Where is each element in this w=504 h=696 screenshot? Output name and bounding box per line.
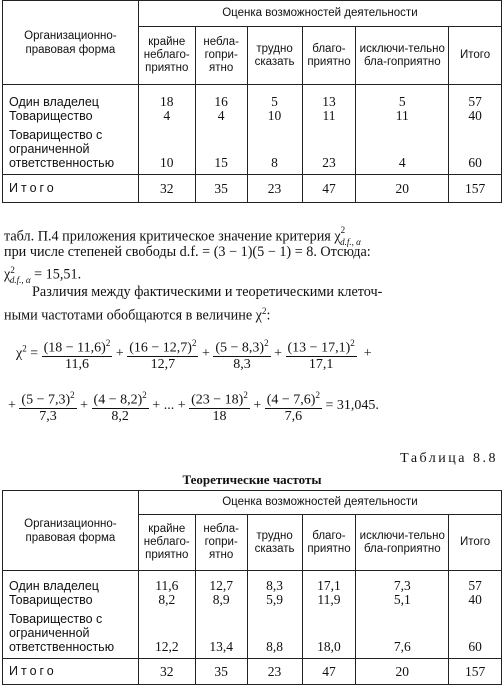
table-cell: 11,9 (317, 592, 341, 607)
table-cell: 40 (468, 108, 482, 123)
col-header: крайне неблаго-приятно (138, 27, 195, 85)
table-cell: 4 (217, 108, 225, 123)
fraction: $\frac{(4 - 7,6)^2}{7,6}$ (266, 390, 320, 424)
table-cell: 32 (138, 175, 195, 203)
table-cell: 157 (449, 659, 502, 685)
total-row (3, 175, 502, 203)
formula-line-2: + $\frac{(5 - 7,3)^2}{7,3}$ + $\frac{(4 - 8,2)^2}{8,2}$ + ... + $\frac{(23 - 18)^2}{18}$ + $\frac{(4 - 7,6)^2}{7,6}$ = 31,045. (8, 390, 379, 424)
table-cell: 8,3 (266, 578, 283, 593)
table-title: Теоретические частоты (182, 472, 322, 487)
row-label: Товарищество с ограниченной ответственностью (9, 128, 115, 170)
table-cell: 11 (395, 108, 409, 123)
col-header: исключи-тельно бла-гоприятно (356, 515, 449, 571)
table-cell: 16 (214, 94, 228, 109)
table-cell: 15 (214, 155, 228, 170)
formula-line-1: $\chi^2$ = $\frac{(18 - 11,6)^2}{11,6}$ + $\frac{(16 - 12,7)^2}{12,7}$ + $\frac{(5 - 8,3)^2}{8,3}$ + $\frac{(13 - 17,1)^2}{17,1}$ + (16, 338, 372, 372)
corner-header: Организационно-правовая форма (3, 1, 139, 85)
text-line: $\chi^2_{d.f., \alpha} = 15,51$. (4, 265, 82, 285)
table-cell: 23 (322, 155, 336, 170)
table-cell: 17,1 (317, 578, 341, 593)
row-label: Товарищество (9, 593, 93, 607)
table-cell: 60 (468, 155, 482, 170)
table-cell: 8 (271, 155, 278, 170)
fraction: $\frac{(4 - 8,2)^2}{8,2}$ (93, 390, 147, 424)
fraction: $\frac{(16 - 12,7)^2}{12,7}$ (129, 338, 197, 372)
table-cell: 23 (247, 659, 302, 685)
fraction: $\frac{(5 - 7,3)^2}{7,3}$ (21, 390, 75, 424)
row-label: Товарищество (9, 109, 93, 123)
table-body (3, 571, 502, 659)
fraction: $\frac{(23 - 18)^2}{18}$ (191, 390, 248, 424)
total-label: Итого (3, 175, 139, 203)
table-cell: 13,4 (209, 639, 233, 654)
table-1 (2, 0, 502, 203)
col-header: крайне неблаго-приятно (138, 515, 195, 571)
col-header: Итого (449, 515, 502, 571)
table-cell: 10 (160, 155, 174, 170)
col-header: трудно сказать (247, 515, 302, 571)
col-header: небла-гопри-ятно (195, 515, 247, 571)
table-cell: 7,6 (393, 639, 411, 654)
table-cell: 35 (195, 175, 247, 203)
col-header: благо-приятно (302, 27, 356, 85)
table-cell: 157 (449, 175, 502, 203)
table-cell: 5,9 (266, 592, 283, 607)
fraction: $\frac{(13 - 17,1)^2}{17,1}$ (287, 338, 355, 372)
total-label: Итого (3, 659, 139, 685)
table-cell: 57 (468, 94, 482, 109)
table-cell: 10 (267, 108, 282, 123)
table-cell: 12,2 (154, 639, 179, 654)
group-header: Оценка возможностей деятельности (138, 1, 501, 27)
table-cell: 11 (322, 108, 336, 123)
total-row (3, 659, 502, 685)
col-header: Итого (449, 27, 502, 85)
fraction: $\frac{(5 - 8,3)^2}{8,3}$ (215, 338, 269, 372)
fraction: $\frac{(18 - 11,6)^2}{11,6}$ (43, 338, 111, 372)
table-cell: 8,8 (266, 639, 283, 654)
table-cell: 20 (356, 175, 449, 203)
col-header: исключи-тельно бла-гоприятно (356, 27, 449, 85)
paragraph-line: Различия между фактическими и теоретическими клеточ- (32, 284, 383, 300)
table-cell: 7,3 (393, 578, 411, 593)
table-body (3, 85, 502, 175)
table-cell: 4 (398, 155, 406, 170)
table-cell: 57 (468, 578, 482, 593)
text-line: при числе степеней свободы d.f. = (3 − 1)(5 − 1) = 8. Отсюда: (4, 244, 371, 260)
table-cell: 23 (247, 175, 302, 203)
group-header: Оценка возможностей деятельности (138, 491, 501, 515)
table-caption: Таблица 8.8 (400, 451, 498, 466)
col-header: небла-гопри-ятно (195, 27, 247, 85)
text-line: табл. П.4 приложения критическое значение критерия $\chi^2_{d.f., \alpha}$ (4, 225, 361, 247)
table-cell: 12,7 (209, 578, 233, 593)
table-cell: 18 (160, 94, 174, 109)
table-cell: 35 (195, 659, 247, 685)
table-cell: 8,2 (158, 592, 176, 607)
table-cell: 47 (302, 659, 356, 685)
table-2 (2, 490, 502, 685)
corner-header: Организационно-правовая форма (3, 491, 139, 571)
table-cell: 5,1 (393, 592, 411, 607)
table-cell: 13 (322, 94, 336, 109)
table-cell: 4 (163, 108, 171, 123)
table-cell: 5 (398, 94, 406, 109)
paragraph-line: ными частотами обобщаются в величине $\chi^2$: (4, 306, 271, 324)
table-cell: 47 (302, 175, 356, 203)
table-cell: 5 (271, 94, 278, 109)
table-cell: 8,9 (212, 592, 230, 607)
table-cell: 18,0 (317, 639, 341, 654)
row-label: Один владелец (9, 579, 99, 593)
col-header: благо-приятно (302, 515, 356, 571)
table-cell: 20 (356, 659, 449, 685)
col-header: трудно сказать (247, 27, 302, 85)
table-cell: 40 (468, 592, 482, 607)
row-label: Один владелец (9, 95, 99, 109)
table-cell: 32 (138, 659, 195, 685)
table-cell: 60 (468, 639, 482, 654)
table-cell: 11,6 (155, 578, 179, 593)
row-label: Товарищество с ограниченной ответственностью (9, 612, 115, 654)
